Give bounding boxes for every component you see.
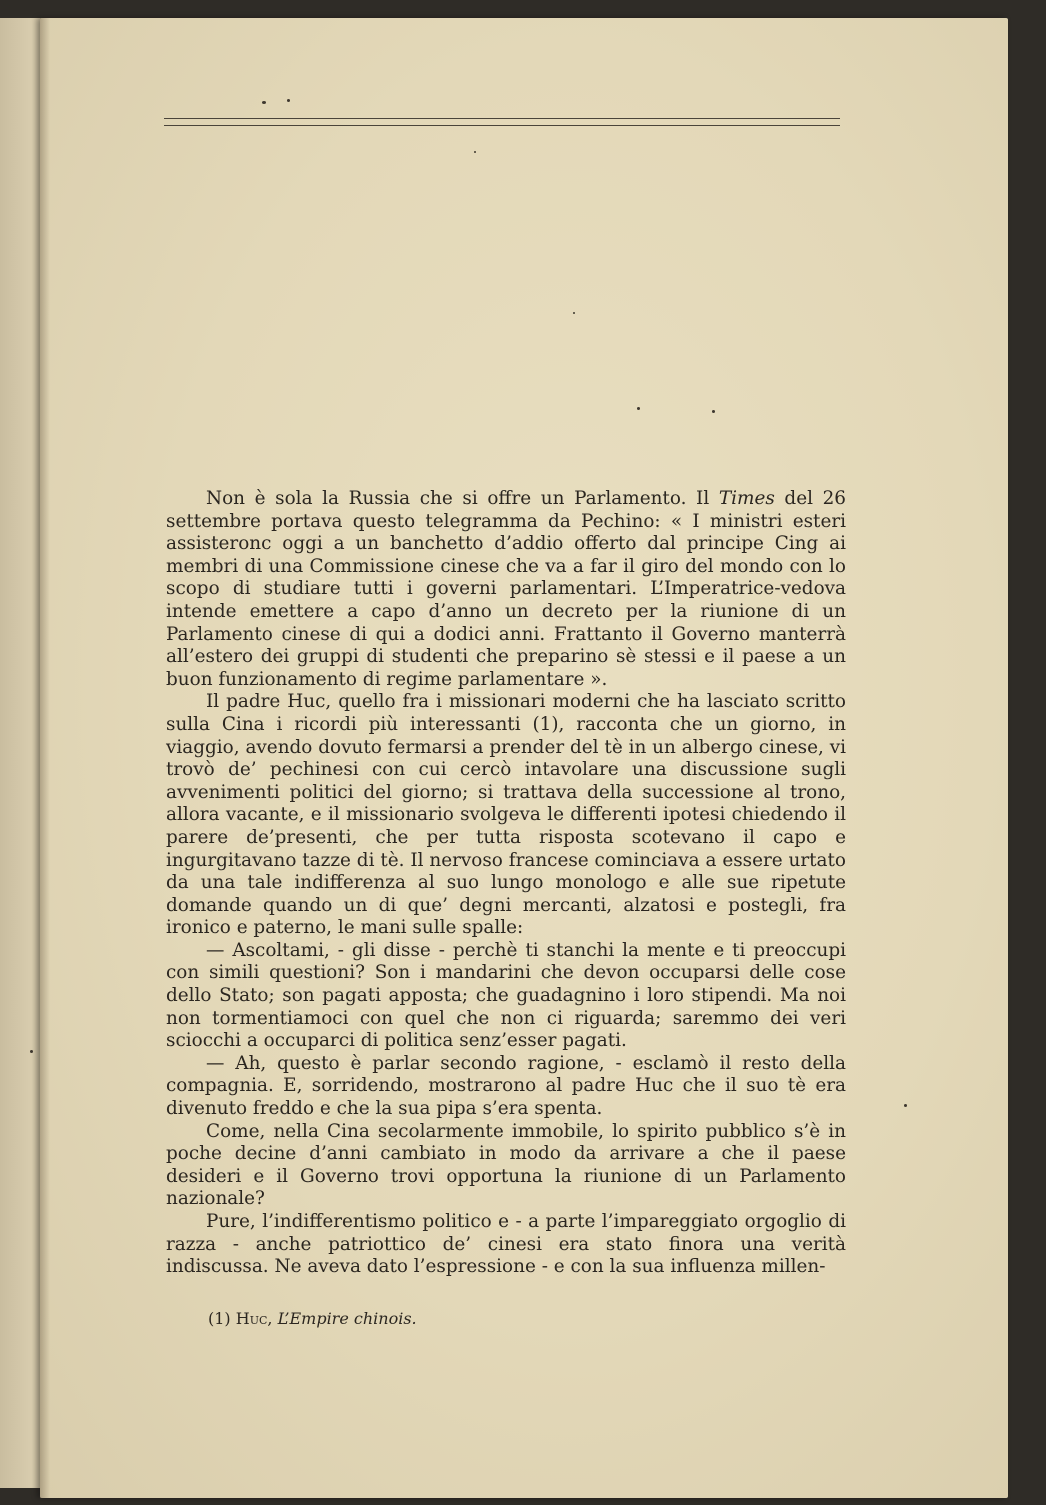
ink-speck xyxy=(637,407,640,410)
ink-speck xyxy=(904,1104,907,1107)
ink-speck xyxy=(287,99,290,102)
paragraph: Pure, l’indifferentismo politico e - a parte l’impareggiato orgoglio di razza - anche patriottico de’ cinesi era stato finora una verità indiscussa. Ne aveva dato l’espressione - e con la sua influenza millen- xyxy=(166,1211,846,1278)
footnote-marker: (1) xyxy=(208,1309,231,1328)
page-binding-shadow xyxy=(40,18,50,1498)
paragraph: Come, nella Cina secolarmente immobile, lo spirito pubblico s’è in poche decine d’anni cambiato in modo da arrivare a che il paese desideri e il Governo trovi opportuna la riunione di un Parlamento nazionale? xyxy=(166,1120,846,1210)
header-rule-bottom xyxy=(164,125,840,126)
ink-speck xyxy=(474,151,476,153)
ink-speck xyxy=(712,410,715,413)
ink-speck xyxy=(30,1050,33,1053)
footnote-title: L’Empire chinois. xyxy=(277,1309,417,1328)
header-rule-top xyxy=(164,118,840,119)
paragraph: — Ascoltami, - gli disse - perchè ti stanchi la mente e ti preoccupi con simili questioni? Son i mandarini che devon occuparsi delle cose dello Stato; son pagati apposta; che guadagnino i loro stipendi. Ma noi non tormentiamoci con quel che non ci riguarda; saremmo dei veri sciocchi a occuparci di politica senz’esser pagati. xyxy=(166,939,846,1052)
paragraph: Il padre Huc, quello fra i missionari moderni che ha lasciato scritto sulla Cina i ricordi più interessanti (1), racconta che un giorno, in viaggio, avendo dovuto fermarsi a prender del tè in un albergo cinese, vi trovò de’ pechinesi con cui cercò intavolare una discussione sugli avvenimenti politici del giorno; si trattava della successione al trono, allora vacante, e il missionario svolgeva le differenti ipotesi chiedendo il parere de’presenti, che per tutta risposta scotevano il capo e ingurgitavano tazze di tè. Il nervoso francese cominciava a essere urtato da una tale indifferenza al suo lungo monologo e alle sue ripetute domande quando un di que’ degni mercanti, alzatosi e postegli, fra ironico e paterno, le mani sulle spalle: xyxy=(166,691,846,939)
paragraph: Non è sola la Russia che si offre un Parlamento. Il Times del 26 settembre portava questo telegramma da Pechino: « I ministri esteri assisteronc oggi a un banchetto d’addio offerto dal principe Cing ai membri di una Commissione cinese che va a far il giro del mondo con lo scopo di studiare tutti i governi parlamentari. L’Imperatrice-vedova intende emettere a capo d’anno un decreto per la riunione di un Parlamento cinese di qui a dodici anni. Frattanto il Governo manterrà all’estero dei gruppi di studenti che preparino sè stessi e il paese a un buon funzionamento di regime parlamentare ». xyxy=(166,488,847,690)
paragraph: — Ah, questo è parlar secondo ragione, - esclamò il resto della compagnia. E, sorridendo, mostrarono al padre Huc che il suo tè era divenuto freddo e che la sua pipa s’era spenta. xyxy=(166,1052,846,1120)
newspaper-title: Times xyxy=(718,488,775,509)
ink-speck xyxy=(262,101,266,104)
footnote-author: Huc, xyxy=(235,1309,273,1328)
footnote xyxy=(208,1309,417,1328)
ink-speck xyxy=(573,312,575,314)
body-text xyxy=(166,488,846,1279)
